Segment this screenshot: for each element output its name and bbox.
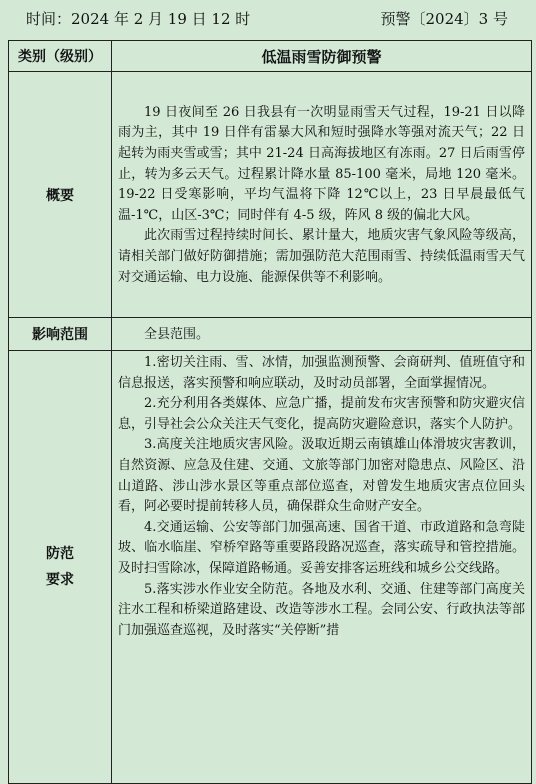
warning-title: 低温雨雪防御预警	[112, 41, 532, 72]
table-header-row	[9, 41, 532, 72]
warning-table	[8, 40, 532, 784]
requirements-row	[9, 351, 532, 784]
requirement-item: 3.高度关注地质灾害风险。汲取近期云南镇雄山体滑坡灾害教训，自然资源、应急及住建、交通、文旅等部门加密对隐患点、风险区、沿山道路、涉山涉水景区等重点部位巡查，对曾发生地质灾害点位回头看，阿必要时提前转移人员，确保群众生命财产安全。	[118, 437, 525, 515]
requirement-item: 4.交通运输、公安等部门加强高速、国省干道、市政道路和急弯陡坡、临水临崖、窄桥窄路等重要路段路况巡查，落实疏导和管控措施。及时扫雪除冰，保障道路畅通。妥善安排客运班线和城乡公交线路。	[118, 519, 525, 576]
requirement-item: 1.密切关注雨、雪、冰情，加强监测预警、会商研判、值班值守和信息报送，落实预警和响应联动，及时动员部署，全面掌握情况。	[118, 355, 525, 391]
requirements-label	[9, 351, 112, 784]
overview-label: 概要	[9, 72, 112, 318]
overview-paragraph: 此次雨雪过程持续时间长、累计量大，地质灾害气象风险等级高，请相关部门做好防御措施；需加强防范大范围雨雪、持续低温雨雪天气对交通运输、电力设施、能源保供等不利影响。	[118, 228, 525, 285]
scope-content	[112, 318, 532, 351]
category-header: 类别（级别）	[9, 41, 112, 72]
overview-content	[112, 72, 532, 318]
overview-row	[9, 72, 532, 318]
issue-time: 时间：2024 年 2 月 19 日 12 时	[26, 10, 251, 28]
requirements-content	[112, 351, 532, 784]
overview-paragraph: 19 日夜间至 26 日我县有一次明显雨雪天气过程，19-21 日以降雨为主，其中 19 日伴有雷暴大风和短时强降水等强对流天气；22 日起转为雨夹雪或雪；其中 21-24 日高海拔地区有冻雨。27 日后雨雪停止，转为多云天气。过程累计降水量 85-100 毫米，局地 120 毫米。19-22 日受寒影响，平均气温将下降 12℃以上，23 日早晨最低气温-1℃，山区-3℃；同时伴有 4-5 级，阵风 8 级的偏北大风。	[118, 104, 525, 223]
document-number: 预警〔2024〕3 号	[380, 10, 508, 28]
document-header	[0, 0, 536, 40]
scope-text: 全县范围。	[144, 326, 210, 342]
requirement-item: 5.落实涉水作业安全防范。各地及水利、交通、住建等部门高度关注水工程和桥梁道路建设、改造等涉水工程。会同公安、行政执法等部门加强巡查巡视，及时落实“关停断”措	[118, 581, 525, 638]
scope-row	[9, 318, 532, 351]
requirement-item: 2.充分利用各类媒体、应急广播，提前发布灾害预警和防灾避灾信息，引导社会公众关注天气变化，提高防灾避险意识，落实个人防护。	[118, 396, 525, 432]
requirements-label-line2: 要求	[46, 572, 74, 588]
scope-label: 影响范围	[9, 318, 112, 351]
requirements-label-line1: 防范	[46, 546, 74, 562]
